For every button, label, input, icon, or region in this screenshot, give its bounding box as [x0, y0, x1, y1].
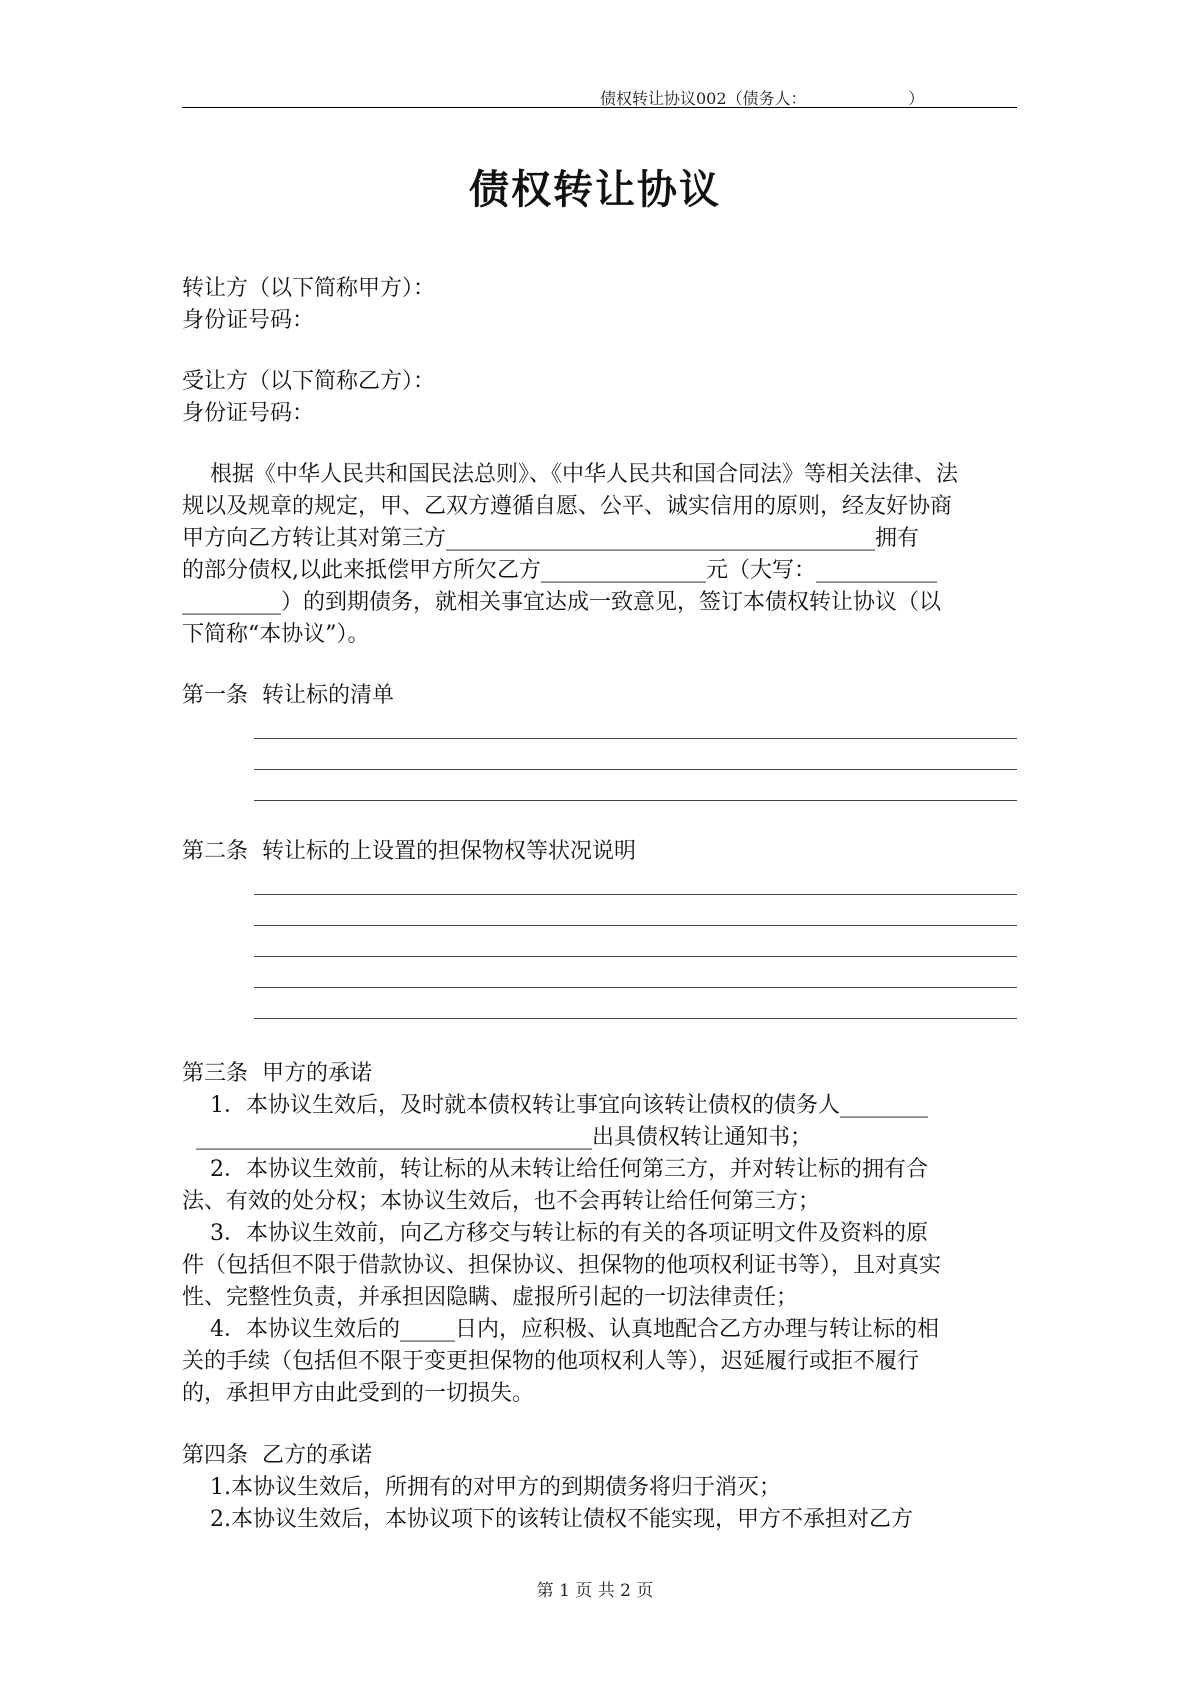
article3-line: 2．本协议生效前，转让标的从未转让给任何第三方，并对转让标的拥有合 — [182, 1157, 928, 1182]
fill-in-line — [254, 738, 1017, 739]
fill-in-line — [254, 956, 1017, 957]
transferor-id-label: 身份证号码： — [182, 308, 315, 333]
page-number: 第 1 页 共 2 页 — [536, 1581, 654, 1601]
article3-line: 法、有效的处分权；本协议生效后，也不会再转让给任何第三方； — [182, 1189, 821, 1214]
intro-line: _________）的到期债务，就相关事宜达成一致意见，签订本债权转让协议（以 — [182, 590, 942, 615]
transferee-label: 受让方（以下简称乙方）： — [182, 369, 436, 394]
transferee-id-label: 身份证号码： — [182, 401, 315, 426]
article3-heading: 第三条 甲方的承诺 — [182, 1061, 372, 1086]
article3-line: 3．本协议生效前，向乙方移交与转让标的有关的各项证明文件及资料的原 — [182, 1221, 928, 1246]
article3-line: 件（包括但不限于借款协议、担保协议、担保物的他项权利证书等），且对真实 — [182, 1253, 942, 1278]
article3-line: 关的手续（包括但不限于变更担保物的他项权利人等），迟延履行或拒不履行 — [182, 1349, 920, 1374]
document-title: 债权转让协议 — [469, 167, 721, 213]
article3-line: 4．本协议生效后的_____日内，应积极、认真地配合乙方办理与转让标的相 — [182, 1317, 939, 1342]
intro-line: 的部分债权,以此来抵偿甲方所欠乙方_______________元（大写：___________ — [182, 558, 937, 583]
intro-paragraph — [182, 459, 1017, 651]
fill-in-line — [254, 800, 1017, 801]
fill-in-line — [254, 1018, 1017, 1019]
fill-in-line — [254, 894, 1017, 895]
running-header: 债权转让协议002（债务人： ） — [600, 89, 925, 108]
transferor-label: 转让方（以下简称甲方）： — [182, 276, 436, 301]
fill-in-line — [254, 987, 1017, 988]
header-divider — [182, 107, 1017, 108]
article3-line: 1．本协议生效后，及时就本债权转让事宜向该转让债权的债务人________ — [182, 1093, 928, 1118]
fill-in-line — [254, 769, 1017, 770]
article4-heading: 第四条 乙方的承诺 — [182, 1443, 372, 1468]
fill-in-line — [254, 925, 1017, 926]
intro-line: 甲方向乙方转让其对第三方_______________________________________拥有 — [182, 526, 920, 551]
article2-heading: 第二条 转让标的上设置的担保物权等状况说明 — [182, 839, 636, 864]
article3-line: 性、完整性负责，并承担因隐瞒、虚报所引起的一切法律责任； — [182, 1285, 799, 1310]
article3-line: 的，承担甲方由此受到的一切损失。 — [182, 1381, 535, 1406]
intro-line: 根据《中华人民共和国民法总则》、《中华人民共和国合同法》等相关法律、法 — [182, 462, 958, 487]
intro-line: 下简称“本协议”）。 — [182, 622, 370, 647]
article4-line: 1.本协议生效后，所拥有的对甲方的到期债务将归于消灭； — [182, 1475, 781, 1500]
article1-heading: 第一条 转让标的清单 — [182, 683, 394, 708]
intro-line: 规以及规章的规定，甲、乙双方遵循自愿、公平、诚实信用的原则，经友好协商 — [182, 494, 953, 519]
article3-body — [182, 1090, 1017, 1410]
article4-line: 2.本协议生效后，本协议项下的该转让债权不能实现，甲方不承担对乙方 — [182, 1507, 913, 1532]
article3-line: ____________________________________出具债权转让通知书； — [182, 1125, 812, 1150]
article4-body — [182, 1472, 1017, 1536]
